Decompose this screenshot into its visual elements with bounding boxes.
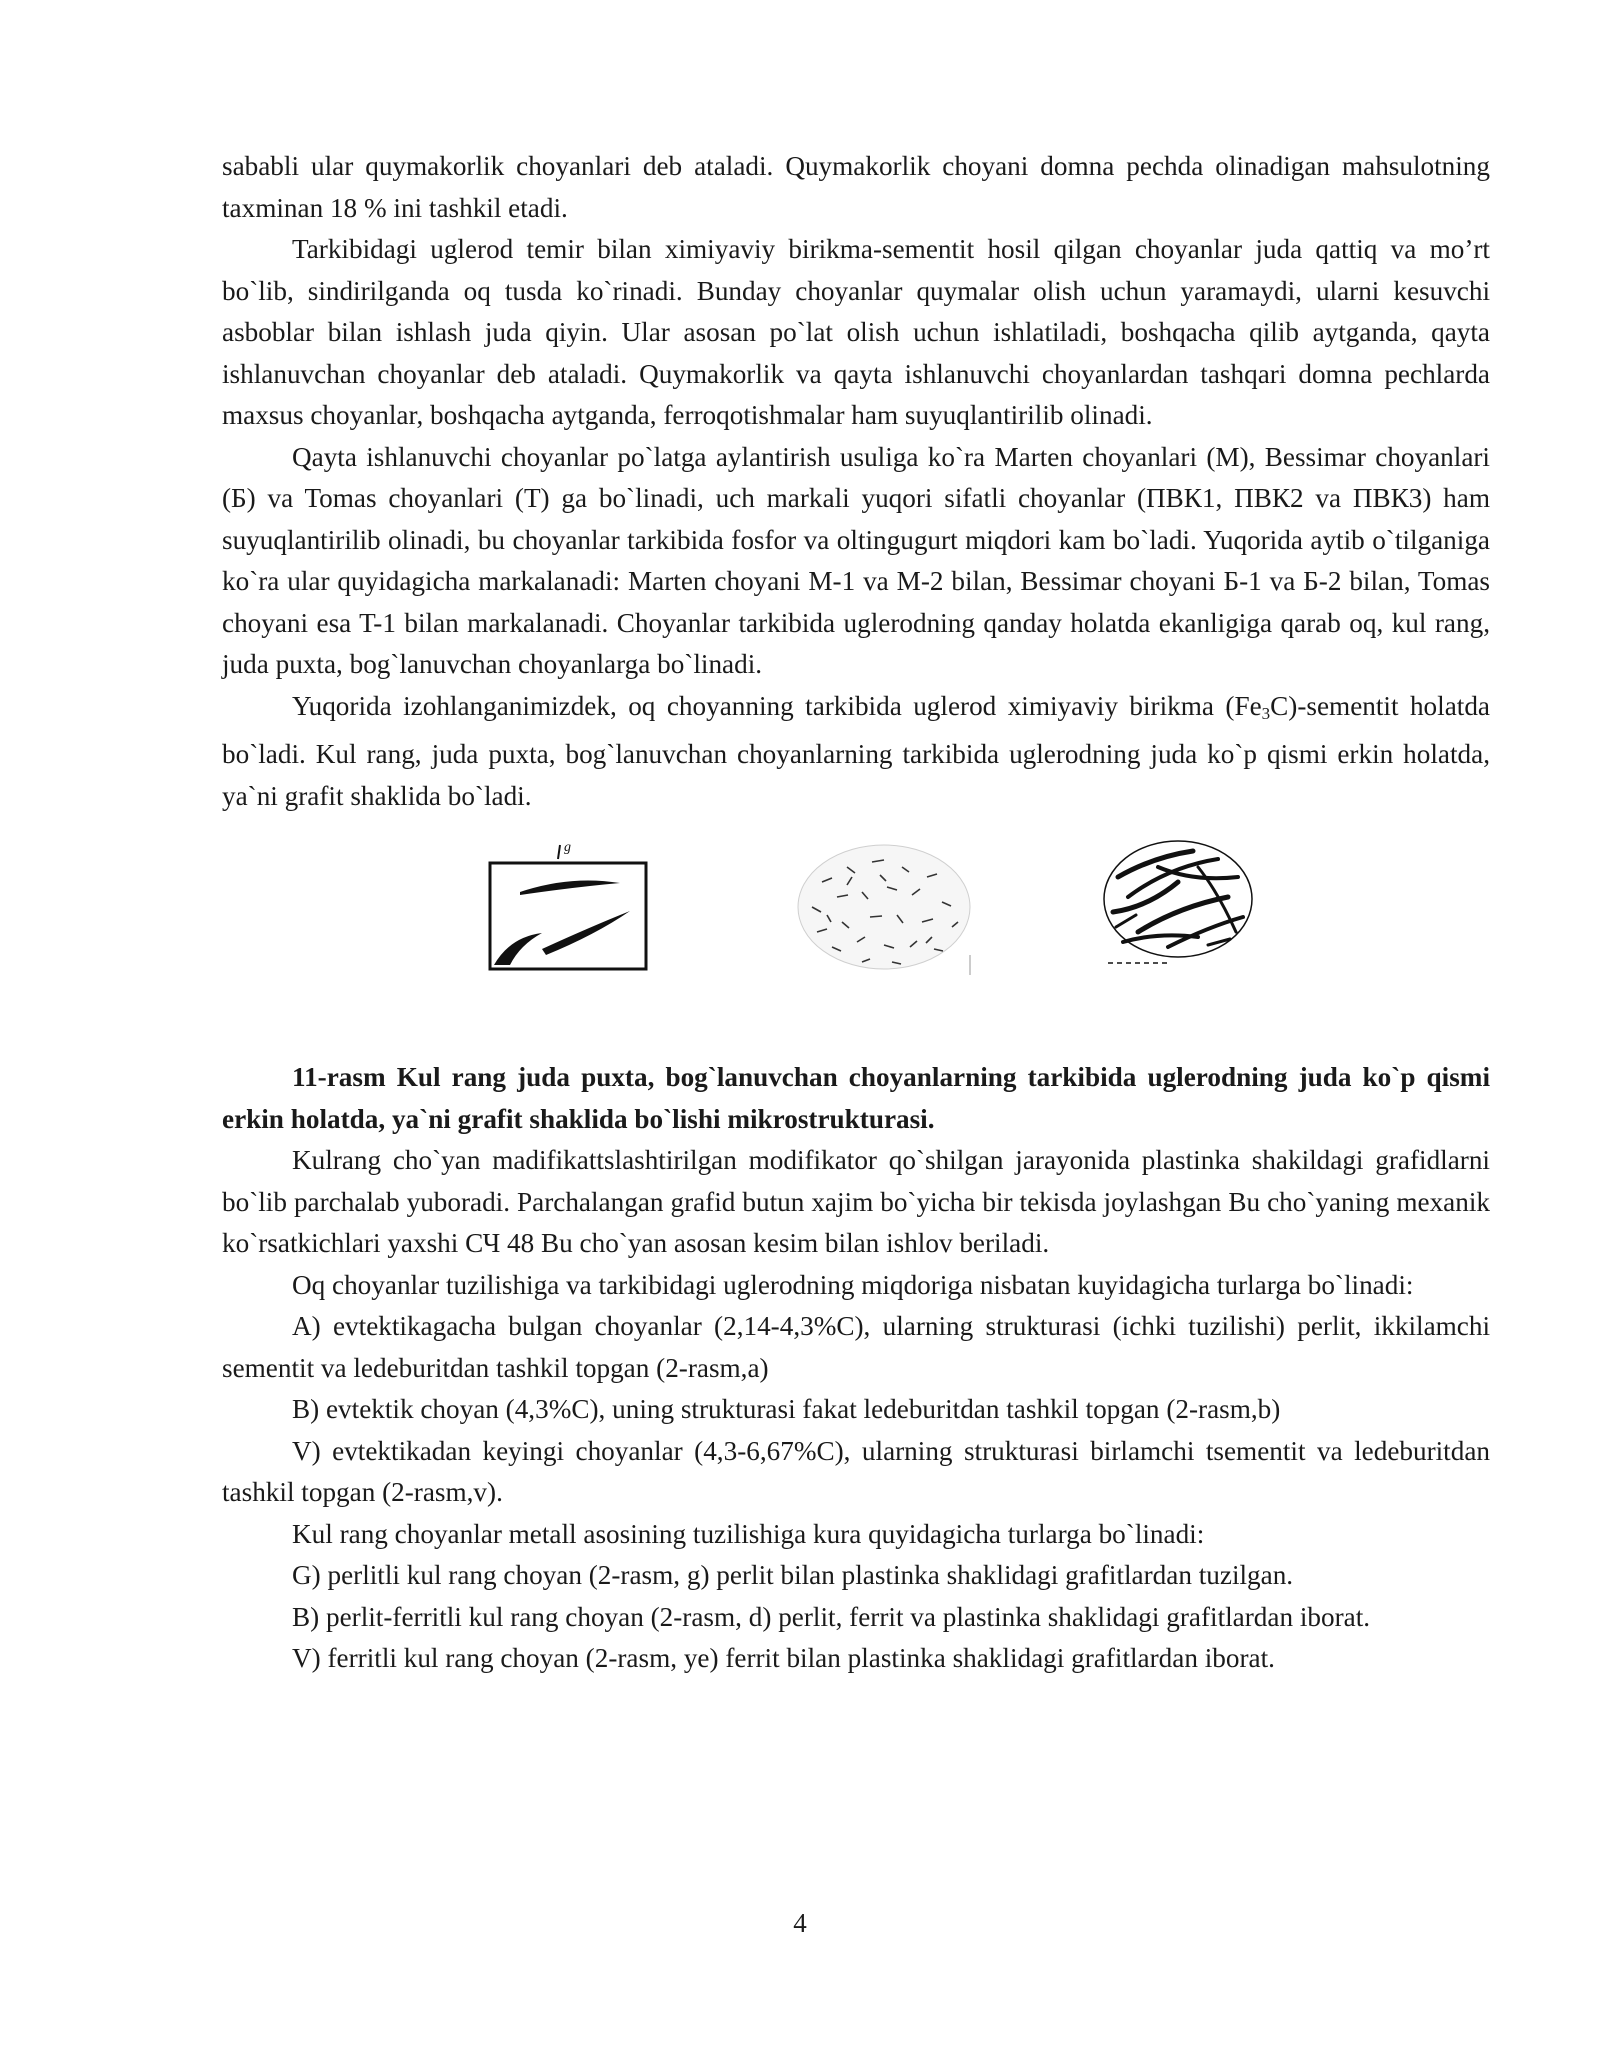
figure-fine-graphite bbox=[792, 837, 977, 977]
fe3c-subscript: 3 bbox=[1261, 703, 1271, 723]
microstructure-figures bbox=[222, 837, 1490, 1037]
list-item-v2: V) ferritli kul rang choyan (2-rasm, ye) ferrit bilan plastinka shaklidagi grafitlardan iborat. bbox=[292, 1643, 1275, 1673]
paragraph-gray-types: Kul rang choyanlar metall asosining tuzilishiga kura quyidagicha turlarga bo`linadi: bbox=[292, 1518, 1205, 1549]
figure-coarse-graphite bbox=[1098, 837, 1258, 977]
page-body bbox=[222, 146, 1490, 1680]
figure-plate-graphite bbox=[480, 837, 650, 987]
list-item-b: B) evtektik choyan (4,3%C), uning strukturasi fakat ledeburitdan tashkil topgan (2-rasm,b) bbox=[292, 1394, 1281, 1424]
list-item-g: G) perlitli kul rang choyan (2-rasm, g) perlit bilan plastinka shaklidagi grafitlardan tuzilgan. bbox=[292, 1560, 1294, 1590]
list-item-b2: B) perlit-ferritli kul rang choyan (2-rasm, d) perlit, ferrit va plastinka shaklidagi grafitlardan iborat. bbox=[292, 1601, 1371, 1632]
paragraph-fe3c bbox=[222, 686, 1490, 818]
paragraph-modified-iron: Kulrang cho`yan madifikattslashtirilgan modifikator qo`shilgan jarayonida plastinka shakildagi grafidlarni bo`lib parchalab yuboradi. Parchalangan grafid butun xajim bo`yicha bir tekisda joylashgan Bu cho`yaning mexanik ko`rsatkichlari yaxshi СЧ 48 Bu cho`yan asosan kesim bilan ishlov beriladi. bbox=[222, 1145, 1490, 1258]
list-item-a: A) evtektikagacha bulgan choyanlar (2,14-4,3%C), ularning strukturasi (ichki tuzilishi) perlit, ikkilamchi sementit va ledeburitdan tashkil topgan (2-rasm,a) bbox=[222, 1311, 1490, 1383]
page-number: 4 bbox=[793, 1908, 807, 1938]
fe3c-text-after: C)-sementit holatda bo`ladi. Kul rang, juda puxta, bog`lanuvchan choyanlarning tarkibida uglerodning juda ko`p qismi erkin holatda, ya`ni grafit shaklida bo`ladi. bbox=[222, 690, 1490, 811]
figure-label-g: g bbox=[564, 840, 571, 855]
list-item-v: V) evtektikadan keyingi choyanlar (4,3-6,67%C), ularning strukturasi birlamchi tsementit va ledeburitdan tashkil topgan (2-rasm,v). bbox=[222, 1435, 1490, 1507]
paragraph-white-cast-iron: Tarkibidagi uglerod temir bilan ximiyaviy birikma-sementit hosil qilgan choyanlar juda qattiq va mo’rt bo`lib, sindirilganda oq tusda ko`rinadi. Bunday choyanlar quymalar olish uchun yaramaydi, ularni kesuvchi asboblar bilan ishlash juda qiyin. Ular asosan po`lat olish uchun ishlatiladi, boshqacha qilib aytganda, qayta ishlanuvchan choyanlar deb ataladi. Quymakorlik va qayta ishlanuvchi choyanlardan tashqari domna pechlarda maxsus choyanlar, boshqacha aytganda, ferroqotishmalar ham suyuqlantirilib olinadi. bbox=[222, 234, 1490, 430]
paragraph-continuation: sababli ular quymakorlik choyanlari deb ataladi. Quymakorlik choyani domna pechda olinadigan mahsulotning taxminan 18 % ini tashkil etadi. bbox=[222, 151, 1490, 223]
paragraph-white-types: Oq choyanlar tuzilishiga va tarkibidagi uglerodning miqdoriga nisbatan kuyidagicha turlarga bo`linadi: bbox=[292, 1269, 1414, 1300]
paragraph-conversion-iron: Qayta ishlanuvchi choyanlar po`latga aylantirish usuliga ko`ra Marten choyanlari (M), Bessimar choyanlari (Б) va Tomas choyanlari (T) ga bo`linadi, uch markali yuqori sifatli choyanlar (ПВК1, ПВК2 va ПВК3) ham suyuqlantirilib olinadi, bu choyanlar tarkibida fosfor va oltingugurt miqdori kam bo`ladi. Yuqorida aytib o`tilganiga ko`ra ular quyidagicha markalanadi: Marten choyani M-1 va M-2 bilan, Bessimar choyani Б-1 va Б-2 bilan, Tomas choyani esa T-1 bilan markalanadi. Choyanlar tarkibida uglerodning qanday holatda ekanligiga qarab oq, kul rang, juda puxta, bog`lanuvchan choyanlarga bo`linadi. bbox=[222, 441, 1490, 679]
figure-caption: 11-rasm Kul rang juda puxta, bog`lanuvchan choyanlarning tarkibida uglerodning juda ko`p qismi erkin holatda, ya`ni grafit shaklida bo`lishi mikrostrukturasi. bbox=[222, 1062, 1490, 1134]
fe3c-text-before: Yuqorida izohlanganimizdek, oq choyanning tarkibida uglerod ximiyaviy birikma (Fe bbox=[292, 690, 1262, 721]
